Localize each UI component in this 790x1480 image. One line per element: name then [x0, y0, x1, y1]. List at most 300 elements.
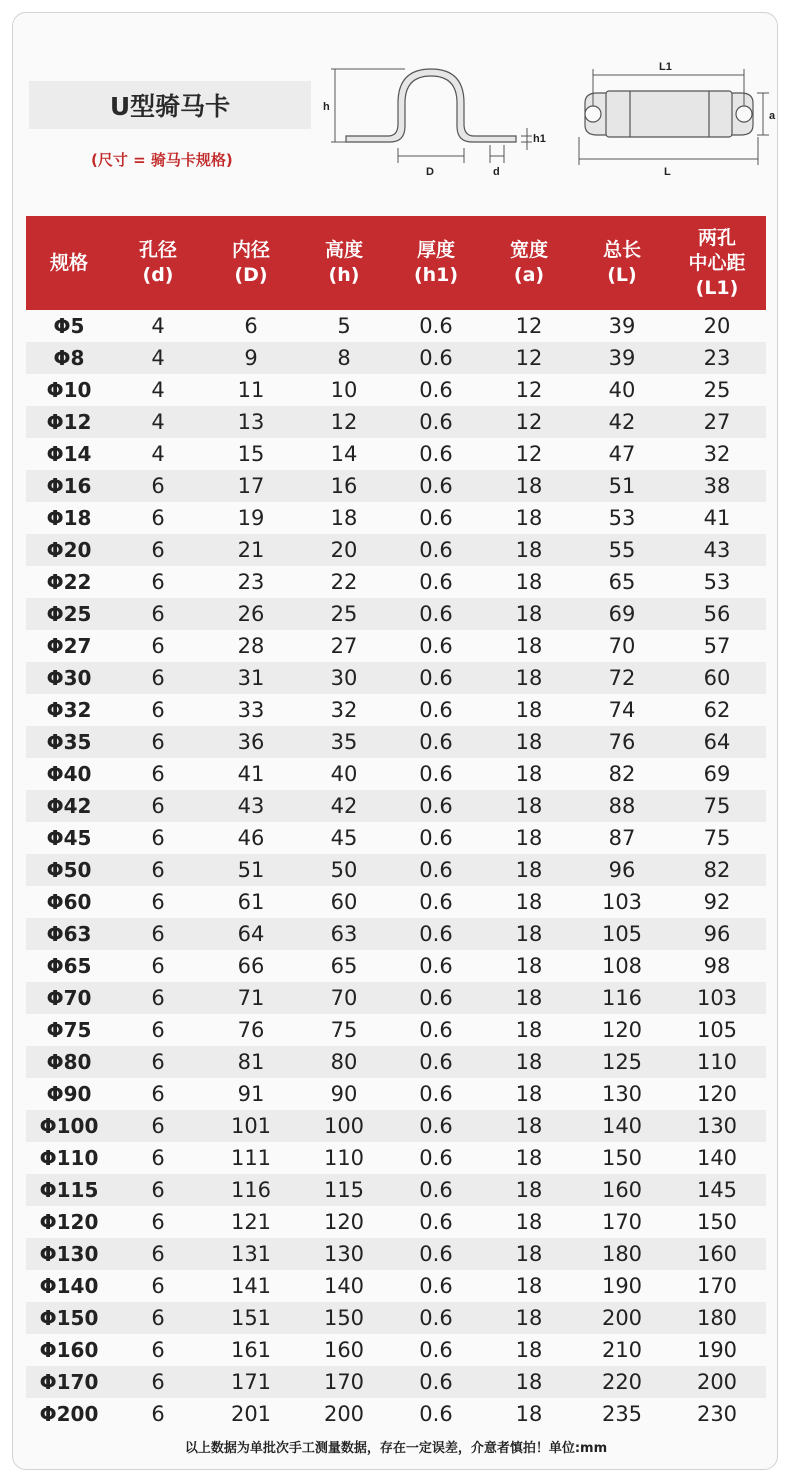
label-a: a	[769, 110, 776, 122]
value-cell: 8	[337, 346, 351, 370]
spec-cell: Φ14	[46, 442, 92, 466]
value-cell: 30	[330, 666, 358, 690]
table-row	[26, 1366, 766, 1398]
value-cell: 18	[515, 762, 543, 786]
column-header-line: 厚度	[416, 239, 455, 261]
value-cell: 0.6	[419, 1210, 453, 1234]
value-cell: 0.6	[419, 442, 453, 466]
value-cell: 12	[515, 346, 543, 370]
value-cell: 76	[237, 1018, 265, 1042]
spec-table	[26, 216, 766, 1430]
value-cell: 65	[330, 954, 358, 978]
value-cell: 190	[601, 1274, 643, 1298]
table-row	[26, 950, 766, 982]
value-cell: 38	[703, 474, 731, 498]
value-cell: 140	[696, 1146, 738, 1170]
value-cell: 235	[601, 1402, 643, 1426]
table-row	[26, 1174, 766, 1206]
value-cell: 18	[515, 1242, 543, 1266]
value-cell: 6	[151, 1146, 165, 1170]
value-cell: 33	[237, 698, 265, 722]
value-cell: 171	[230, 1370, 272, 1394]
footer-note: 以上数据为单批次手工测量数据，存在一定误差，介意者慎拍！单位:mm	[184, 1441, 608, 1456]
value-cell: 110	[323, 1146, 365, 1170]
value-cell: 0.6	[419, 890, 453, 914]
value-cell: 200	[696, 1370, 738, 1394]
value-cell: 18	[515, 1274, 543, 1298]
value-cell: 6	[151, 922, 165, 946]
spec-cell: Φ120	[39, 1210, 99, 1234]
table-row	[26, 662, 766, 694]
value-cell: 0.6	[419, 314, 453, 338]
value-cell: 18	[515, 474, 543, 498]
value-cell: 6	[151, 634, 165, 658]
side-view-drawing	[346, 69, 516, 142]
value-cell: 0.6	[419, 1306, 453, 1330]
table-row	[26, 1142, 766, 1174]
value-cell: 12	[515, 314, 543, 338]
column-header-line: 高度	[324, 239, 363, 261]
value-cell: 4	[151, 378, 165, 402]
value-cell: 42	[608, 410, 636, 434]
value-cell: 63	[330, 922, 358, 946]
spec-cell: Φ170	[39, 1370, 99, 1394]
value-cell: 18	[515, 1306, 543, 1330]
column-header	[390, 238, 482, 288]
value-cell: 15	[237, 442, 265, 466]
value-cell: 18	[515, 698, 543, 722]
value-cell: 18	[515, 1114, 543, 1138]
value-cell: 70	[330, 986, 358, 1010]
value-cell: 180	[601, 1242, 643, 1266]
value-cell: 0.6	[419, 1050, 453, 1074]
value-cell: 82	[608, 762, 636, 786]
value-cell: 0.6	[419, 1402, 453, 1426]
value-cell: 5	[337, 314, 351, 338]
value-cell: 18	[515, 538, 543, 562]
value-cell: 18	[515, 954, 543, 978]
column-header-line: (a)	[513, 264, 545, 286]
spec-cell: Φ16	[46, 474, 92, 498]
value-cell: 75	[703, 794, 731, 818]
value-cell: 4	[151, 410, 165, 434]
value-cell: 72	[608, 666, 636, 690]
value-cell: 55	[608, 538, 636, 562]
table-body	[26, 310, 766, 1430]
value-cell: 98	[703, 954, 731, 978]
table-row	[26, 1270, 766, 1302]
value-cell: 0.6	[419, 794, 453, 818]
value-cell: 4	[151, 346, 165, 370]
value-cell: 28	[237, 634, 265, 658]
value-cell: 200	[323, 1402, 365, 1426]
value-cell: 75	[703, 826, 731, 850]
spec-cell: Φ30	[46, 666, 92, 690]
table-header	[26, 216, 766, 310]
column-header	[668, 226, 766, 301]
value-cell: 51	[608, 474, 636, 498]
value-cell: 88	[608, 794, 636, 818]
value-cell: 6	[151, 538, 165, 562]
value-cell: 6	[151, 954, 165, 978]
table-row	[26, 1078, 766, 1110]
value-cell: 116	[230, 1178, 272, 1202]
value-cell: 6	[151, 506, 165, 530]
spec-cell: Φ130	[39, 1242, 99, 1266]
value-cell: 18	[515, 1178, 543, 1202]
value-cell: 18	[515, 858, 543, 882]
column-header-line: 两孔	[697, 226, 736, 249]
value-cell: 25	[703, 378, 731, 402]
value-cell: 121	[230, 1210, 272, 1234]
value-cell: 18	[515, 1402, 543, 1426]
side-view-dimension-lines	[331, 69, 532, 163]
value-cell: 0.6	[419, 570, 453, 594]
value-cell: 0.6	[419, 538, 453, 562]
value-cell: 18	[515, 1082, 543, 1106]
value-cell: 170	[601, 1210, 643, 1234]
value-cell: 220	[601, 1370, 643, 1394]
value-cell: 150	[601, 1146, 643, 1170]
spec-cell: Φ140	[39, 1274, 99, 1298]
value-cell: 23	[237, 570, 265, 594]
value-cell: 18	[515, 506, 543, 530]
value-cell: 12	[515, 442, 543, 466]
value-cell: 31	[237, 666, 265, 690]
table-row	[26, 502, 766, 534]
value-cell: 4	[151, 314, 165, 338]
value-cell: 201	[230, 1402, 272, 1426]
table-row	[26, 982, 766, 1014]
spec-cell: Φ10	[46, 378, 92, 402]
spec-card	[12, 12, 778, 1470]
value-cell: 18	[515, 666, 543, 690]
value-cell: 0.6	[419, 410, 453, 434]
value-cell: 32	[330, 698, 358, 722]
column-header-line: 中心距	[688, 251, 746, 274]
value-cell: 103	[601, 890, 643, 914]
value-cell: 18	[515, 1370, 543, 1394]
value-cell: 6	[151, 1018, 165, 1042]
value-cell: 18	[515, 730, 543, 754]
value-cell: 53	[608, 506, 636, 530]
value-cell: 0.6	[419, 1146, 453, 1170]
value-cell: 0.6	[419, 1114, 453, 1138]
value-cell: 6	[151, 1178, 165, 1202]
value-cell: 116	[601, 986, 643, 1010]
value-cell: 6	[151, 474, 165, 498]
value-cell: 6	[151, 698, 165, 722]
spec-cell: Φ22	[46, 570, 92, 594]
table-row	[26, 1014, 766, 1046]
top-view-drawing	[585, 91, 753, 137]
value-cell: 64	[237, 922, 265, 946]
table-row	[26, 758, 766, 790]
spec-cell: Φ25	[46, 602, 92, 626]
value-cell: 0.6	[419, 634, 453, 658]
dimension-diagram	[13, 13, 778, 213]
value-cell: 0.6	[419, 954, 453, 978]
value-cell: 18	[515, 1018, 543, 1042]
value-cell: 161	[230, 1338, 272, 1362]
value-cell: 0.6	[419, 826, 453, 850]
value-cell: 96	[703, 922, 731, 946]
value-cell: 71	[237, 986, 265, 1010]
spec-cell: Φ40	[46, 762, 92, 786]
value-cell: 50	[330, 858, 358, 882]
column-header-line: (d)	[142, 264, 174, 286]
value-cell: 81	[237, 1050, 265, 1074]
table-row	[26, 470, 766, 502]
value-cell: 74	[608, 698, 636, 722]
value-cell: 11	[237, 378, 265, 402]
value-cell: 130	[601, 1082, 643, 1106]
value-cell: 12	[330, 410, 358, 434]
value-cell: 103	[696, 986, 738, 1010]
table-row	[26, 1110, 766, 1142]
value-cell: 10	[330, 378, 358, 402]
table-row	[26, 854, 766, 886]
value-cell: 17	[237, 474, 265, 498]
value-cell: 0.6	[419, 346, 453, 370]
value-cell: 92	[703, 890, 731, 914]
value-cell: 100	[323, 1114, 365, 1138]
value-cell: 0.6	[419, 1274, 453, 1298]
spec-cell: Φ50	[46, 858, 92, 882]
spec-cell: Φ20	[46, 538, 92, 562]
value-cell: 6	[151, 570, 165, 594]
value-cell: 6	[151, 1370, 165, 1394]
value-cell: 0.6	[419, 858, 453, 882]
spec-cell: Φ80	[46, 1050, 92, 1074]
value-cell: 101	[230, 1114, 272, 1138]
column-header-line: 规格	[49, 251, 88, 274]
value-cell: 0.6	[419, 474, 453, 498]
table-row	[26, 726, 766, 758]
value-cell: 145	[696, 1178, 738, 1202]
value-cell: 0.6	[419, 1370, 453, 1394]
value-cell: 18	[515, 1210, 543, 1234]
value-cell: 0.6	[419, 730, 453, 754]
table-row	[26, 406, 766, 438]
value-cell: 64	[703, 730, 731, 754]
column-header-line: (h1)	[413, 264, 459, 286]
value-cell: 14	[330, 442, 358, 466]
column-header-line: 孔径	[138, 239, 177, 261]
value-cell: 150	[323, 1306, 365, 1330]
spec-cell: Φ115	[39, 1178, 99, 1202]
value-cell: 18	[515, 1050, 543, 1074]
value-cell: 60	[703, 666, 731, 690]
value-cell: 96	[608, 858, 636, 882]
value-cell: 87	[608, 826, 636, 850]
column-header-line: (L1)	[695, 276, 739, 299]
column-header-line: (h)	[328, 264, 360, 286]
value-cell: 0.6	[419, 1338, 453, 1362]
table-row	[26, 694, 766, 726]
column-header-line: 宽度	[509, 239, 548, 261]
value-cell: 105	[601, 922, 643, 946]
value-cell: 18	[515, 1338, 543, 1362]
spec-cell: Φ100	[39, 1114, 99, 1138]
column-header	[26, 251, 112, 276]
column-header	[482, 238, 576, 288]
table-row	[26, 310, 766, 342]
value-cell: 6	[151, 1210, 165, 1234]
value-cell: 39	[608, 314, 636, 338]
value-cell: 76	[608, 730, 636, 754]
column-header	[576, 238, 668, 288]
value-cell: 0.6	[419, 762, 453, 786]
value-cell: 40	[608, 378, 636, 402]
value-cell: 21	[237, 538, 265, 562]
value-cell: 6	[151, 826, 165, 850]
value-cell: 160	[696, 1242, 738, 1266]
table-row	[26, 1046, 766, 1078]
value-cell: 141	[230, 1274, 272, 1298]
value-cell: 0.6	[419, 378, 453, 402]
label-L1: L1	[659, 61, 672, 73]
value-cell: 70	[608, 634, 636, 658]
value-cell: 105	[696, 1018, 738, 1042]
value-cell: 13	[237, 410, 265, 434]
table-row	[26, 886, 766, 918]
value-cell: 35	[330, 730, 358, 754]
value-cell: 6	[151, 602, 165, 626]
label-L: L	[664, 166, 671, 178]
value-cell: 12	[515, 378, 543, 402]
value-cell: 180	[696, 1306, 738, 1330]
value-cell: 18	[515, 794, 543, 818]
value-cell: 41	[703, 506, 731, 530]
value-cell: 6	[151, 666, 165, 690]
value-cell: 110	[696, 1050, 738, 1074]
value-cell: 0.6	[419, 986, 453, 1010]
value-cell: 125	[601, 1050, 643, 1074]
value-cell: 18	[515, 986, 543, 1010]
product-title: U型骑马卡	[29, 81, 311, 129]
size-note: (尺寸 = 骑马卡规格)	[91, 151, 233, 169]
value-cell: 130	[323, 1242, 365, 1266]
value-cell: 27	[703, 410, 731, 434]
value-cell: 18	[515, 602, 543, 626]
column-header-line: 总长	[602, 239, 641, 261]
value-cell: 108	[601, 954, 643, 978]
value-cell: 27	[330, 634, 358, 658]
value-cell: 18	[515, 826, 543, 850]
value-cell: 6	[151, 1242, 165, 1266]
column-header-line: (D)	[234, 264, 268, 286]
value-cell: 65	[608, 570, 636, 594]
spec-cell: Φ65	[46, 954, 92, 978]
value-cell: 0.6	[419, 602, 453, 626]
value-cell: 115	[323, 1178, 365, 1202]
value-cell: 16	[330, 474, 358, 498]
value-cell: 9	[244, 346, 258, 370]
value-cell: 6	[151, 1274, 165, 1298]
value-cell: 6	[151, 890, 165, 914]
value-cell: 0.6	[419, 506, 453, 530]
value-cell: 61	[237, 890, 265, 914]
value-cell: 80	[330, 1050, 358, 1074]
value-cell: 6	[151, 762, 165, 786]
spec-cell: Φ35	[46, 730, 92, 754]
value-cell: 0.6	[419, 698, 453, 722]
value-cell: 18	[515, 890, 543, 914]
value-cell: 0.6	[419, 1018, 453, 1042]
value-cell: 6	[151, 1338, 165, 1362]
spec-cell: Φ200	[39, 1402, 99, 1426]
value-cell: 75	[330, 1018, 358, 1042]
value-cell: 130	[696, 1114, 738, 1138]
value-cell: 56	[703, 602, 731, 626]
value-cell: 40	[330, 762, 358, 786]
label-h: h	[323, 101, 330, 113]
value-cell: 6	[151, 1402, 165, 1426]
value-cell: 22	[330, 570, 358, 594]
spec-cell: Φ160	[39, 1338, 99, 1362]
value-cell: 36	[237, 730, 265, 754]
table-row	[26, 598, 766, 630]
spec-cell: Φ42	[46, 794, 92, 818]
value-cell: 190	[696, 1338, 738, 1362]
column-header	[112, 238, 204, 288]
value-cell: 230	[696, 1402, 738, 1426]
value-cell: 6	[151, 794, 165, 818]
table-row	[26, 1398, 766, 1430]
spec-cell: Φ60	[46, 890, 92, 914]
table-row	[26, 566, 766, 598]
value-cell: 151	[230, 1306, 272, 1330]
value-cell: 19	[237, 506, 265, 530]
value-cell: 200	[601, 1306, 643, 1330]
spec-cell: Φ90	[46, 1082, 92, 1106]
spec-cell: Φ5	[53, 314, 85, 338]
spec-cell: Φ27	[46, 634, 92, 658]
spec-cell: Φ150	[39, 1306, 99, 1330]
value-cell: 20	[330, 538, 358, 562]
value-cell: 18	[515, 634, 543, 658]
value-cell: 6	[151, 1114, 165, 1138]
value-cell: 6	[151, 1306, 165, 1330]
value-cell: 160	[601, 1178, 643, 1202]
value-cell: 57	[703, 634, 731, 658]
value-cell: 43	[237, 794, 265, 818]
spec-cell: Φ110	[39, 1146, 99, 1170]
value-cell: 39	[608, 346, 636, 370]
value-cell: 6	[151, 730, 165, 754]
value-cell: 90	[330, 1082, 358, 1106]
value-cell: 23	[703, 346, 731, 370]
value-cell: 0.6	[419, 1178, 453, 1202]
value-cell: 69	[608, 602, 636, 626]
value-cell: 210	[601, 1338, 643, 1362]
label-D: D	[426, 166, 434, 178]
table-row	[26, 438, 766, 470]
value-cell: 160	[323, 1338, 365, 1362]
table-row	[26, 1302, 766, 1334]
value-cell: 120	[696, 1082, 738, 1106]
value-cell: 6	[151, 858, 165, 882]
value-cell: 66	[237, 954, 265, 978]
table-row	[26, 1238, 766, 1270]
value-cell: 41	[237, 762, 265, 786]
table-row	[26, 918, 766, 950]
column-header	[298, 238, 390, 288]
value-cell: 60	[330, 890, 358, 914]
table-row	[26, 1206, 766, 1238]
value-cell: 120	[601, 1018, 643, 1042]
